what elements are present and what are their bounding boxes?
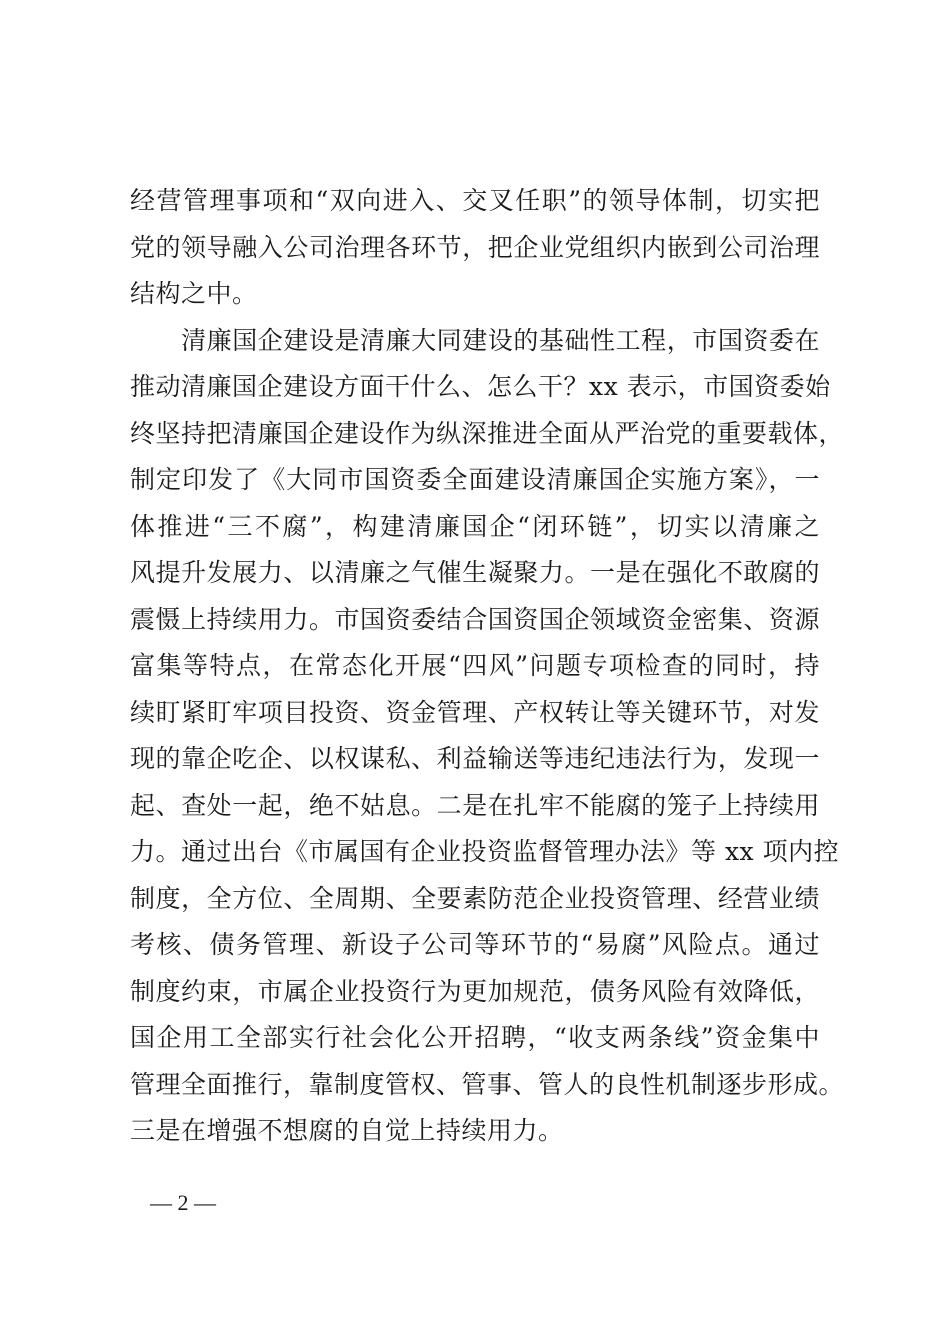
text-line: 制定印发了《大同市国资委全面建设清廉国企实施方案》，一 [130,465,820,494]
text-line: 制度，全方位、全周期、全要素防范企业投资管理、经营业绩 [130,883,820,913]
text-line: 管理全面推行，靠制度管权、管事、管人的良性机制逐步形成。 [130,1069,845,1099]
text-line: 推动清廉国企建设方面干什么、怎么干？xx 表示，市国资委始 [130,372,831,401]
text-line: 起、查处一起，绝不姑息。二是在扎牢不能腐的笼子上持续用 [130,790,820,820]
text-line: 风提升发展力、以清廉之气催生凝聚力。一是在强化不敢腐的 [130,558,820,587]
text-line: 清廉国企建设是清廉大同建设的基础性工程，市国资委在 [130,325,820,355]
text-line: 考核、债务管理、新设子公司等环节的“易腐”风险点。通过 [130,930,820,959]
text-line: 经营管理事项和“双向进入、交叉任职”的领导体制，切实把 [130,186,820,215]
text-line: 国企用工全部实行社会化公开招聘，“收支两条线”资金集中 [130,1023,820,1052]
text-line: 结构之中。 [130,279,258,308]
text-line: 体推进“三不腐”，构建清廉国企“闭环链”，切实以清廉之 [130,511,820,541]
text-line: 震慑上持续用力。市国资委结合国资国企领域资金密集、资源 [130,604,820,634]
text-line: 终坚持把清廉国企建设作为纵深推进全面从严治党的重要载体， [130,418,845,448]
text-line: 制度约束，市属企业投资行为更加规范，债务风险有效降低， [130,976,820,1006]
text-line: 富集等特点，在常态化开展“四风”问题专项检查的同时，持 [130,651,820,680]
text-line: 现的靠企吃企、以权谋私、利益输送等违纪违法行为，发现一 [130,744,820,773]
body-text [130,178,845,1155]
text-line: 续盯紧盯牢项目投资、资金管理、产权转让等关键环节，对发 [130,697,820,727]
page-number: — 2 — [150,1190,216,1215]
text-line: 三是在增强不想腐的自觉上持续用力。 [130,1116,564,1145]
text-line: 党的领导融入公司治理各环节，把企业党组织内嵌到公司治理 [130,232,820,262]
text-line: 力。通过出台《市属国有企业投资监督管理办法》等 xx 项内控 [130,837,840,866]
